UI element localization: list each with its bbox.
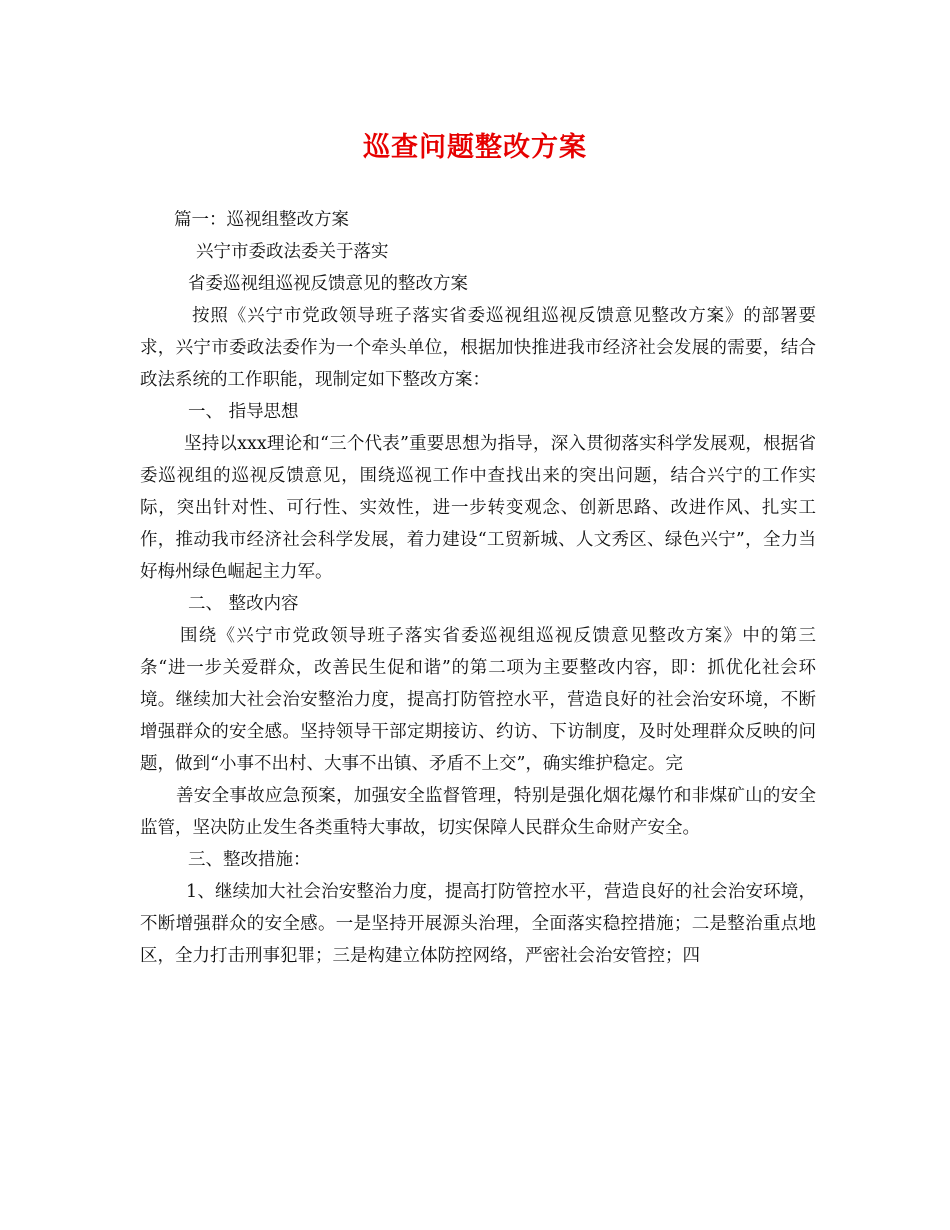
paragraph-rectification-content: 围绕《兴宁市党政领导班子落实省委巡视组巡视反馈意见整改方案》中的第三条“进一步关爱群众，改善民生促和谐”的第二项为主要整改内容，即：抓优化社会环境。继续加大社会治安整治力度，提高打防管控水平，营造良好的社会治安环境，不断增强群众的安全感。坚持领导干部定期接访、约访、下访制度，及时处理群众反映的问题，做到“小事不出村、大事不出镇、矛盾不上交”，确实维护稳定。完 [140,626,816,774]
subtitle-line-1: 兴宁市委政法委关于落实 [196,242,389,262]
paragraph-intro: 按照《兴宁市党政领导班子落实省委巡视组巡视反馈意见整改方案》的部署要求，兴宁市委政法委作为一个牵头单位，根据加快推进我市经济社会发展的需要，结合政法系统的工作职能，现制定如下整改方案： [140,306,816,390]
paragraph-guiding-ideology: 坚持以xxx理论和“三个代表”重要思想为指导，深入贯彻落实科学发展观，根据省委巡视组的巡视反馈意见，围绕巡视工作中查找出来的突出问题，结合兴宁的工作实际，突出针对性、可行性、实效性，进一步转变观念、创新思路、改进作风、扎实工作，推动我市经济社会科学发展，着力建设“工贸新城、人文秀区、绿色兴宁”，全力当好梅州绿色崛起主力军。 [140,434,816,582]
section-heading-part-one: 篇一：巡视组整改方案 [174,210,349,230]
heading-guiding-ideology: 一、 指导思想 [188,402,299,422]
heading-rectification-measures: 三、整改措施： [188,850,311,870]
paragraph-safety: 善安全事故应急预案，加强安全监督管理，特别是强化烟花爆竹和非煤矿山的安全监管，坚决防止发生各类重特大事故，切实保障人民群众生命财产安全。 [140,786,816,838]
paragraph-measure-1: 1、继续加大社会治安整治力度，提高打防管控水平，营造良好的社会治安环境，不断增强群众的安全感。一是坚持开展源头治理，全面落实稳控措施；二是整治重点地区，全力打击刑事犯罪；三是构建立体防控网络，严密社会治安管控；四 [140,882,816,966]
subtitle-line-2: 省委巡视组巡视反馈意见的整改方案 [188,274,468,294]
heading-rectification-content: 二、 整改内容 [188,594,299,614]
document-title: 巡查问题整改方案 [363,132,587,163]
document-body [140,204,816,972]
